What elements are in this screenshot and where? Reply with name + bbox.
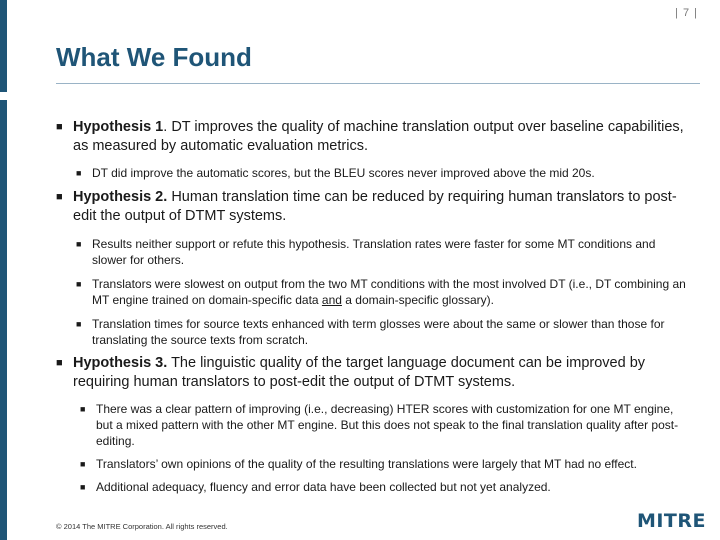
hypothesis-text: The linguistic quality of the target language document can be improved by requiring human translators to post-edit the output of DTMT systems. [73,355,646,390]
finding-text: Translators were slowest on output from the two MT conditions with the most involved DT (i.e., DT combining an MT engine trained on domain-specific data [92,277,686,307]
slide-title: What We Found [56,42,252,72]
finding-item [56,479,692,495]
finding-text: Additional adequacy, fluency and error data have been collected but not yet analyzed. [96,480,551,494]
hypothesis-label: Hypothesis 1 [73,119,164,135]
square-bullet-icon: ■ [80,404,86,414]
finding-text: Translation times for source texts enhanced with term glosses were about the same or slower than those for translating the source texts from scratch. [92,317,665,347]
hypothesis-1 [56,118,692,156]
square-bullet-icon: ■ [76,279,82,289]
square-bullet-icon: ■ [56,357,63,369]
finding-text: Results neither support or refute this hypothesis. Translation rates were faster for some MT conditions and slower for others. [92,237,656,267]
square-bullet-icon: ■ [76,239,82,249]
finding-text: DT did improve the automatic scores, but the BLEU scores never improved above the mid 20s. [92,166,595,180]
hypothesis-text: Human translation time can be reduced by requiring human translators to post-edit the output of DTMT systems. [73,189,677,224]
finding-text: There was a clear pattern of improving (i.e., decreasing) HTER scores with customization for one MT engine, but a mixed pattern with the other MT engine. But this does not speak to the final translation quality after post-editing. [96,402,679,448]
slide-body [56,118,692,495]
hypothesis-2 [56,188,692,226]
left-accent-bar-top [0,0,7,92]
finding-item [56,236,692,268]
square-bullet-icon: ■ [80,459,86,469]
square-bullet-icon: ■ [76,168,82,178]
hypothesis-3 [56,354,692,392]
finding-item [56,316,692,348]
hypothesis-label: Hypothesis 2. [73,189,168,205]
hypothesis-label: Hypothesis 3. [73,355,168,371]
finding-text-tail: a domain-specific glossary). [341,293,495,307]
finding-item [56,276,692,308]
finding-item [56,401,692,449]
page-number: | 7 | [675,7,698,19]
square-bullet-icon: ■ [80,482,86,492]
underlined-and: and [321,293,342,307]
finding-item [56,165,692,181]
copyright-footer: © 2014 The MITRE Corporation. All rights reserved. [56,522,228,531]
finding-text: Translators’ own opinions of the quality of the resulting translations were largely that MT had no effect. [96,457,637,471]
title-divider [56,83,700,84]
finding-item [56,456,692,472]
mitre-logo: MITRE [636,510,706,532]
square-bullet-icon: ■ [76,319,82,329]
square-bullet-icon: ■ [56,121,63,133]
square-bullet-icon: ■ [56,191,63,203]
hypothesis-text: DT improves the quality of machine translation output over baseline capabilities, as measured by automatic evaluation metrics. [73,119,684,154]
left-accent-bar-bottom [0,100,7,540]
hypothesis-label-suffix: . [163,119,172,135]
